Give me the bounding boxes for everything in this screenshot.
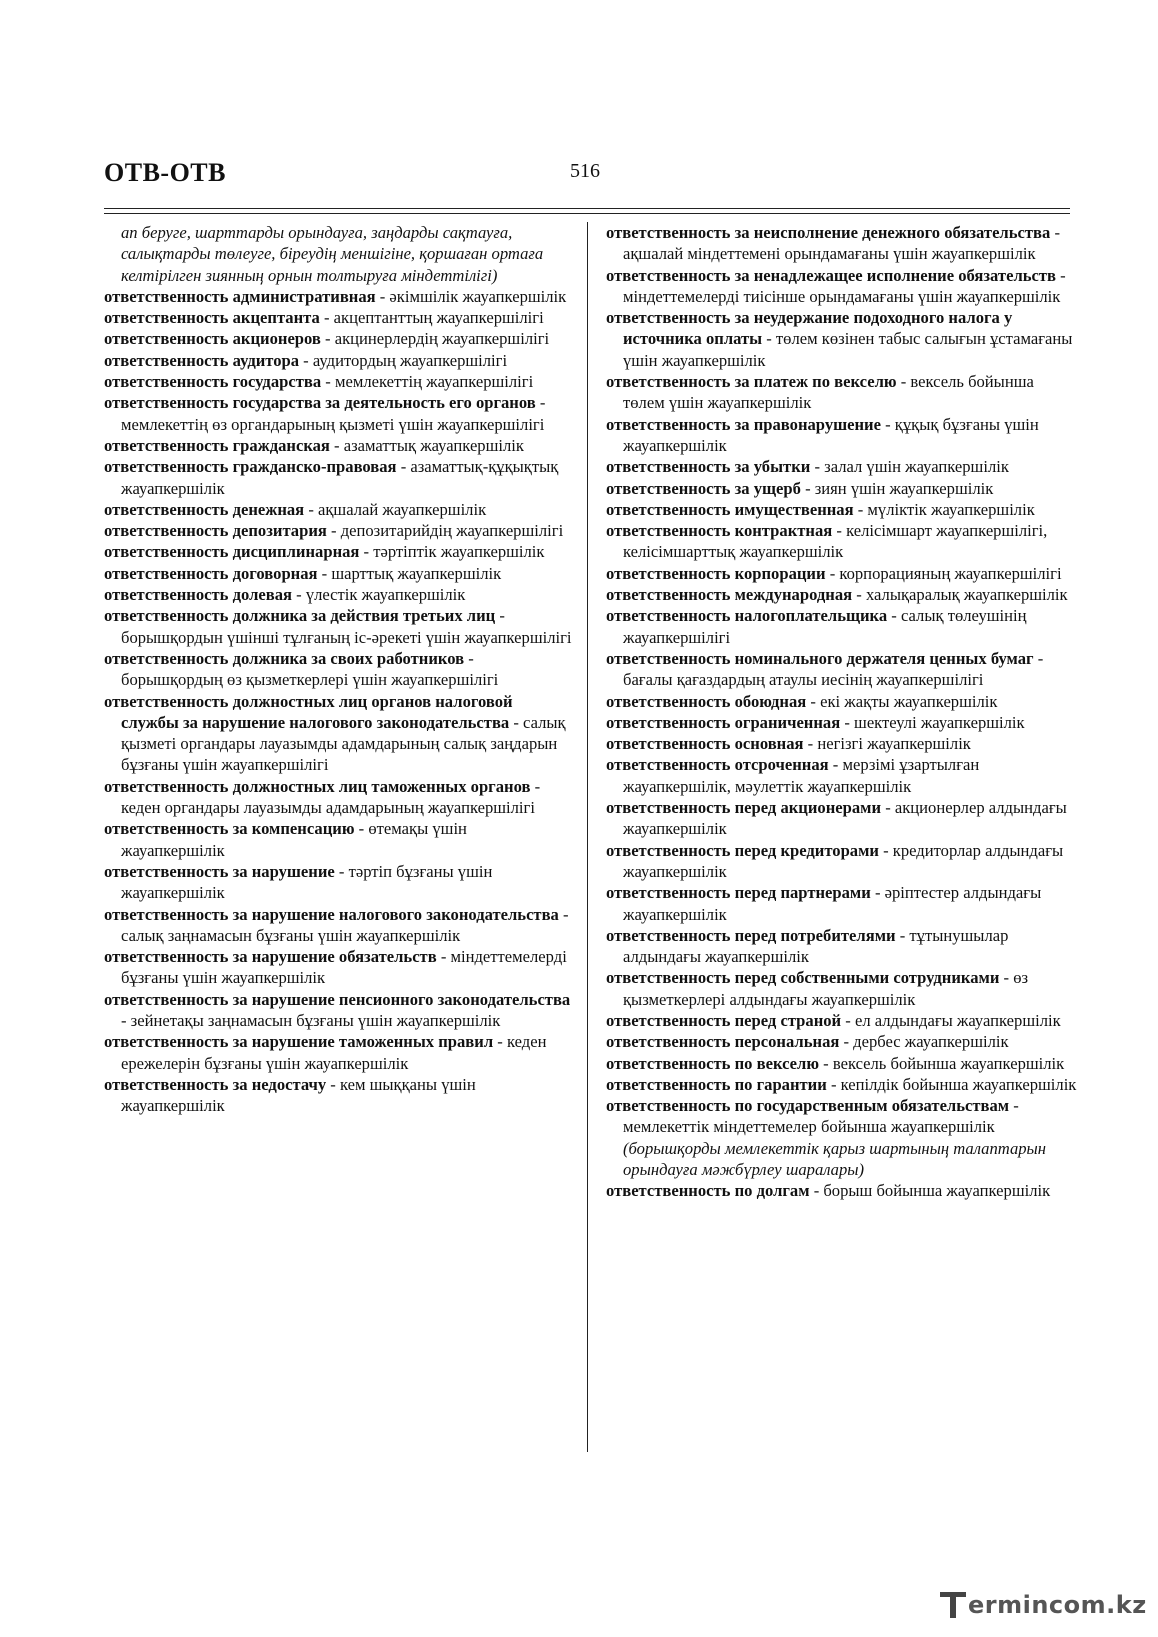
dictionary-entry [606,648,1078,691]
entry-term: ответственность контрактная [606,521,833,541]
dictionary-entry [104,904,572,947]
entry-definition: - салық заңнамасын бұзғаны үшін жауапкершілік [121,904,569,945]
entry-definition: - ақшалай міндеттемені орындамағаны үшін жауапкершілік [623,223,1060,264]
right-column [606,222,1078,1202]
intro-continuation: ап беруге, шарттарды орындауға, заңдарды сақтауға, салықтарды төлеуге, біреудің меншігіне, қоршаған ортаға келтірілген зиянның орнын толтыруға міндеттілігі) [121,223,544,285]
entry-definition: - халықаралық жауапкершілік [852,585,1068,605]
entry-definition: - мемлекеттің өз органдарының қызметі үшін жауапкершілігі [121,393,546,434]
entry-definition: - зейнетақы заңнамасын бұзғаны үшін жауапкершілік [121,1010,501,1030]
entry-definition: - шектеулі жауапкершілік [840,712,1025,732]
dictionary-entry [606,520,1078,563]
entry-term: ответственность по векселю [606,1053,820,1073]
entry-definition: - өз қызметкерлері алдындағы жауапкершілік [623,968,1029,1009]
entry-definition: - әкімшілік жауапкершілік [375,286,567,306]
dictionary-entry [104,691,572,776]
dictionary-entry [606,478,1078,499]
entry-term: ответственность за нарушение обязательств [104,947,437,967]
dictionary-entry [606,414,1078,457]
entry-definition: - екі жақты жауапкершілік [806,691,998,711]
entry-term: ответственность отсроченная [606,755,829,775]
logo-text: ermincom.kz [968,1591,1147,1619]
entry-term: ответственность должника за действия третьих лиц [104,606,496,626]
entry-definition: - келісімшарт жауапкершілігі, келісімшарттық жауапкершілік [623,521,1048,562]
entry-definition: - ел алдындағы жауапкершілік [841,1010,1061,1030]
entry-definition: - тәртіп бұзғаны үшін жауапкершілік [121,861,493,903]
dictionary-entry [606,1095,1078,1180]
dictionary-entry [104,776,572,819]
entry-term: ответственность перед акционерами [606,798,882,818]
entry-definition: - негізгі жауапкершілік [803,734,971,754]
entry-definition: - тұтынушылар алдындағы жауапкершілік [623,925,1009,967]
entry-term: ответственность перед кредиторами [606,840,879,860]
dictionary-entry [606,754,1078,797]
dictionary-entry [606,733,1078,754]
dictionary-entry [104,648,572,691]
dictionary-entry [606,1074,1078,1095]
entry-definition: - кем шыққаны үшін жауапкершілік [121,1074,476,1116]
dictionary-entry [104,563,572,584]
dictionary-entry [104,435,572,456]
entry-term: ответственность основная [606,734,804,754]
site-logo [940,1588,1147,1622]
entry-term: ответственность должностных лиц органов налоговой службы за нарушение налогового законодательства [104,691,513,732]
entry-definition: - залал үшін жауапкершілік [810,457,1009,477]
dictionary-entry [606,499,1078,520]
entry-definition: - өтемақы үшін жауапкершілік [121,819,467,860]
entry-term: ответственность имущественная [606,499,854,519]
entry-term: ответственность за нарушение пенсионного законодательства [104,989,571,1009]
dictionary-entry [104,499,572,520]
entry-definition: - міндеттемелерді бұзғаны үшін жауапкершілік [121,947,567,988]
entry-definition: - азаматтық жауапкершілік [329,435,524,455]
dictionary-entry [606,1053,1078,1074]
entry-definition: - дербес жауапкершілік [839,1032,1009,1052]
entry-term: ответственность за неудержание подоходного налога у источника оплаты [606,308,1013,349]
dictionary-entry [104,946,572,989]
dictionary-entry [606,605,1078,648]
dictionary-entry [104,520,572,541]
dictionary-entry [606,797,1078,840]
entry-term: ответственность должностных лиц таможенных органов [104,776,531,796]
entry-term: ответственность государства за деятельность его органов [104,393,536,413]
entry-term: ответственность за платеж по векселю [606,372,897,392]
entry-term: ответственность за нарушение налогового законодательства [104,904,559,924]
dictionary-entry [606,840,1078,883]
dictionary-entry [606,371,1078,414]
dictionary-entry [606,967,1078,1010]
entry-term: ответственность за убытки [606,457,811,477]
entry-term: ответственность за компенсацию [104,819,355,839]
dictionary-entry [606,222,1078,265]
entry-term: ответственность налогоплательщика [606,606,888,626]
entry-list-left [104,286,572,1117]
entry-term: ответственность за нарушение таможенных правил [104,1032,494,1052]
entry-term: ответственность за неисполнение денежного обязательства [606,223,1051,242]
logo-t-icon [940,1588,970,1622]
dictionary-entry [104,307,572,328]
entry-term: ответственность по долгам [606,1181,810,1201]
entry-term: ответственность по гарантии [606,1074,827,1094]
entry-definition: - акцинерлердің жауапкершілігі [320,329,550,349]
entry-term: ответственность за ненадлежащее исполнение обязательств [606,265,1056,285]
entry-term: ответственность акционеров [104,329,321,349]
dictionary-entry [104,605,572,648]
dictionary-entry [606,925,1078,968]
entry-term: ответственность корпорации [606,563,826,583]
dictionary-entry [104,456,572,499]
entry-definition: - бағалы қағаздардың атаулы иесінің жауапкершілігі [623,648,1044,690]
dictionary-entry [104,541,572,562]
entry-term: ответственность за недостачу [104,1074,327,1094]
entry-definition: - депозитарийдің жауапкершілігі [326,521,564,541]
entry-term: ответственность за нарушение [104,861,335,881]
entry-definition: - акцептанттың жауапкершілігі [319,308,544,328]
entry-definition: - акционерлер алдындағы жауапкершілік [623,798,1067,839]
entry-definition: - зиян үшін жауапкершілік [800,478,994,498]
entry-definition: - ақшалай жауапкершілік [304,499,487,519]
dictionary-entry [606,1031,1078,1052]
entry-definition: - құқық бұзғаны үшін жауапкершілік [623,414,1039,455]
entry-definition: - мүліктік жауапкершілік [853,499,1035,519]
dictionary-entry [104,861,572,904]
entry-list-right [606,222,1078,1202]
entry-term: ответственность договорная [104,563,318,583]
entry-definition: - борышқордын үшінші тұлғаның іс-әрекеті үшін жауапкершілігі [121,606,572,647]
entry-term: ответственность административная [104,286,376,306]
entry-term: ответственность дисциплинарная [104,542,360,562]
dictionary-entry [606,584,1078,605]
dictionary-entry [606,307,1078,371]
entry-term: ответственность перед страной [606,1010,842,1030]
entry-definition: - вексель бойынша төлем үшін жауапкершілік [623,372,1034,413]
dictionary-entry [606,563,1078,584]
left-column [104,222,572,1116]
entry-definition: - кредиторлар алдындағы жауапкершілік [623,840,1064,881]
entry-definition: - кеден ережелерін бұзғаны үшін жауапкершілік [121,1032,547,1073]
header-rule-bottom [104,213,1070,214]
entry-term: ответственность перед партнерами [606,883,871,903]
entry-term: ответственность перед потребителями [606,925,896,945]
entry-term: ответственность должника за своих работников [104,648,465,668]
dictionary-entry [104,584,572,605]
dictionary-entry [104,392,572,435]
dictionary-entry [104,286,572,307]
entry-definition: - тәртіптік жауапкершілік [359,542,545,562]
entry-definition: - кепілдік бойынша жауапкершілік [826,1074,1077,1094]
entry-definition: - салық қызметі органдары лауазымды адамдарының салық заңдарын бұзғаны үшін жауапкершілігі [121,712,566,775]
entry-term: ответственность по государственным обязательствам [606,1096,1010,1116]
entry-definition: - аудитордың жауапкершілігі [299,350,508,370]
dictionary-entry [104,989,572,1032]
entry-term: ответственность персональная [606,1032,840,1052]
entry-definition: - салық төлеушінің жауапкершілігі [623,606,1027,647]
dictionary-entry [104,350,572,371]
dictionary-entry [606,1180,1078,1201]
dictionary-entry [606,691,1078,712]
dictionary-entry [104,1074,572,1117]
entry-definition: - мемлекеттің жауапкершілігі [321,372,534,392]
dictionary-entry [606,1010,1078,1031]
dictionary-entry [606,882,1078,925]
dictionary-entry [104,818,572,861]
column-divider [587,222,588,1452]
page-number: 516 [570,160,600,182]
entry-term: ответственность гражданско-правовая [104,457,397,477]
entry-definition: - міндеттемелерді тиісінше орындамағаны үшін жауапкершілік [623,265,1066,306]
entry-definition: - шарттық жауапкершілік [317,563,502,583]
entry-definition: - әріптестер алдындағы жауапкершілік [623,883,1042,924]
header-rule-top [104,208,1070,209]
entry-definition: - корпорацияның жауапкершілігі [825,563,1062,583]
entry-definition: - мемлекеттік міндеттемелер бойынша жауапкершілік [623,1096,1019,1137]
entry-definition: - борыш бойынша жауапкершілік [809,1181,1051,1201]
entry-term: ответственность депозитария [104,521,327,541]
entry-term: ответственность государства [104,372,322,392]
entry-term: ответственность долевая [104,585,292,605]
entry-term: ответственность перед собственными сотрудниками [606,968,1000,988]
entry-term: ответственность международная [606,585,853,605]
entry-definition: - кеден органдары лауазымды адамдарының жауапкершілігі [121,776,541,818]
dictionary-entry [104,371,572,392]
entry-definition: - азаматтық-құқықтық жауапкершілік [121,457,559,498]
entry-term: ответственность ограниченная [606,712,841,732]
entry-term: ответственность акцептанта [104,308,320,328]
entry-note: (борышқорды мемлекеттік қарыз шартының талаптарын орындауға мәжбүрлеу шаралары) [623,1138,1047,1180]
entry-term: ответственность денежная [104,499,305,519]
entry-definition: - вексель бойынша жауапкершілік [819,1053,1065,1073]
entry-term: ответственность за правонарушение [606,414,881,434]
entry-term: ответственность номинального держателя ценных бумаг [606,648,1034,668]
entry-term: ответственность аудитора [104,350,300,370]
page-header-title: ОТВ-ОТВ [104,158,226,187]
dictionary-entry [104,328,572,349]
entry-definition: - мерзімі ұзартылған жауапкершілік, мәулеттік жауапкершілік [623,755,980,796]
entry-definition: - борышқордың өз қызметкерлері үшін жауапкершілігі [121,648,499,690]
entry-term: ответственность гражданская [104,435,330,455]
dictionary-entry [606,265,1078,308]
entry-term: ответственность за ущерб [606,478,801,498]
entry-term: ответственность обоюдная [606,691,807,711]
entry-definition: - төлем көзінен табыс салығын ұстамағаны үшін жауапкершілік [623,329,1073,370]
dictionary-entry [606,712,1078,733]
dictionary-entry [104,1031,572,1074]
dictionary-entry [606,456,1078,477]
entry-definition: - үлестік жауапкершілік [292,585,466,605]
